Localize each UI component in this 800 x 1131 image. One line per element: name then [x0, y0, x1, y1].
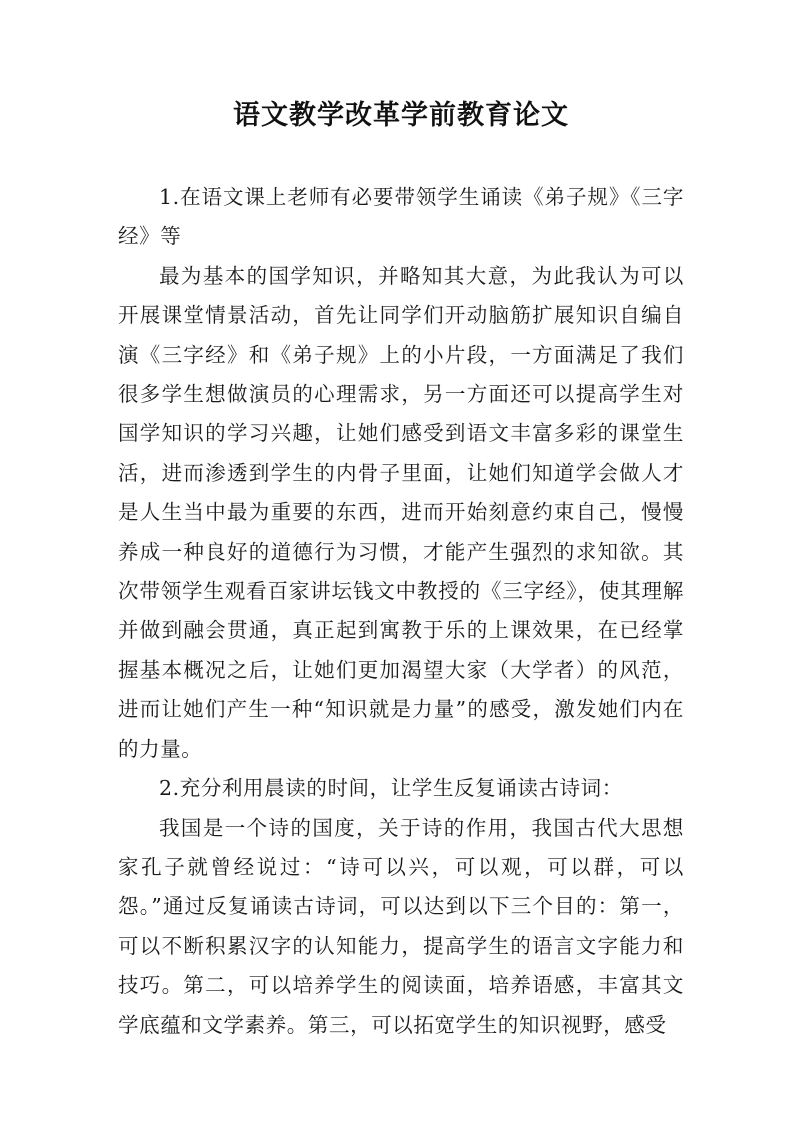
paragraph-1: 1.在语文课上老师有必要带领学生诵读《弟子规》《三字经》等 [118, 185, 684, 249]
paragraph-2: 最为基本的国学知识，并略知其大意，为此我认为可以开展课堂情景活动，首先让同学们开动脑筋扩展知识自编自演《三字经》和《弟子规》上的小片段，一方面满足了我们很多学生想做演员的心理需求，另一方面还可以提高学生对国学知识的学习兴趣，让她们感受到语文丰富多彩的课堂生活，进而渗透到学生的内骨子里面，让她们知道学会做人才是人生当中最为重要的东西，进而开始刻意约束自己，慢慢养成一种良好的道德行为习惯，才能产生强烈的求知欲。其次带领学生观看百家讲坛钱文中教授的《三字经》，使其理解并做到融会贯通，真正起到寓教于乐的上课效果，在已经掌握基本概况之后，让她们更加渴望大家（大学者）的风范，进而让她们产生一种“知识就是力量”的感受，激发她们内在的力量。 [118, 263, 684, 761]
document-title: 语文教学改革学前教育论文 [233, 100, 569, 131]
document-page [118, 96, 684, 1045]
paragraph-3: 2.充分利用晨读的时间，让学生反复诵读古诗词： [159, 776, 623, 801]
paragraph-4: 我国是一个诗的国度，关于诗的作用，我国古代大思想家孔子就曾经说过：“诗可以兴，可以观，可以群，可以怨。”通过反复诵读古诗词，可以达到以下三个目的：第一，可以不断积累汉字的认知能力，提高学生的语言文字能力和技巧。第二，可以培养学生的阅读面，培养语感，丰富其文学底蕴和文学素养。第三，可以拓宽学生的知识视野，感受 [118, 815, 684, 1037]
document-body [118, 178, 684, 1045]
